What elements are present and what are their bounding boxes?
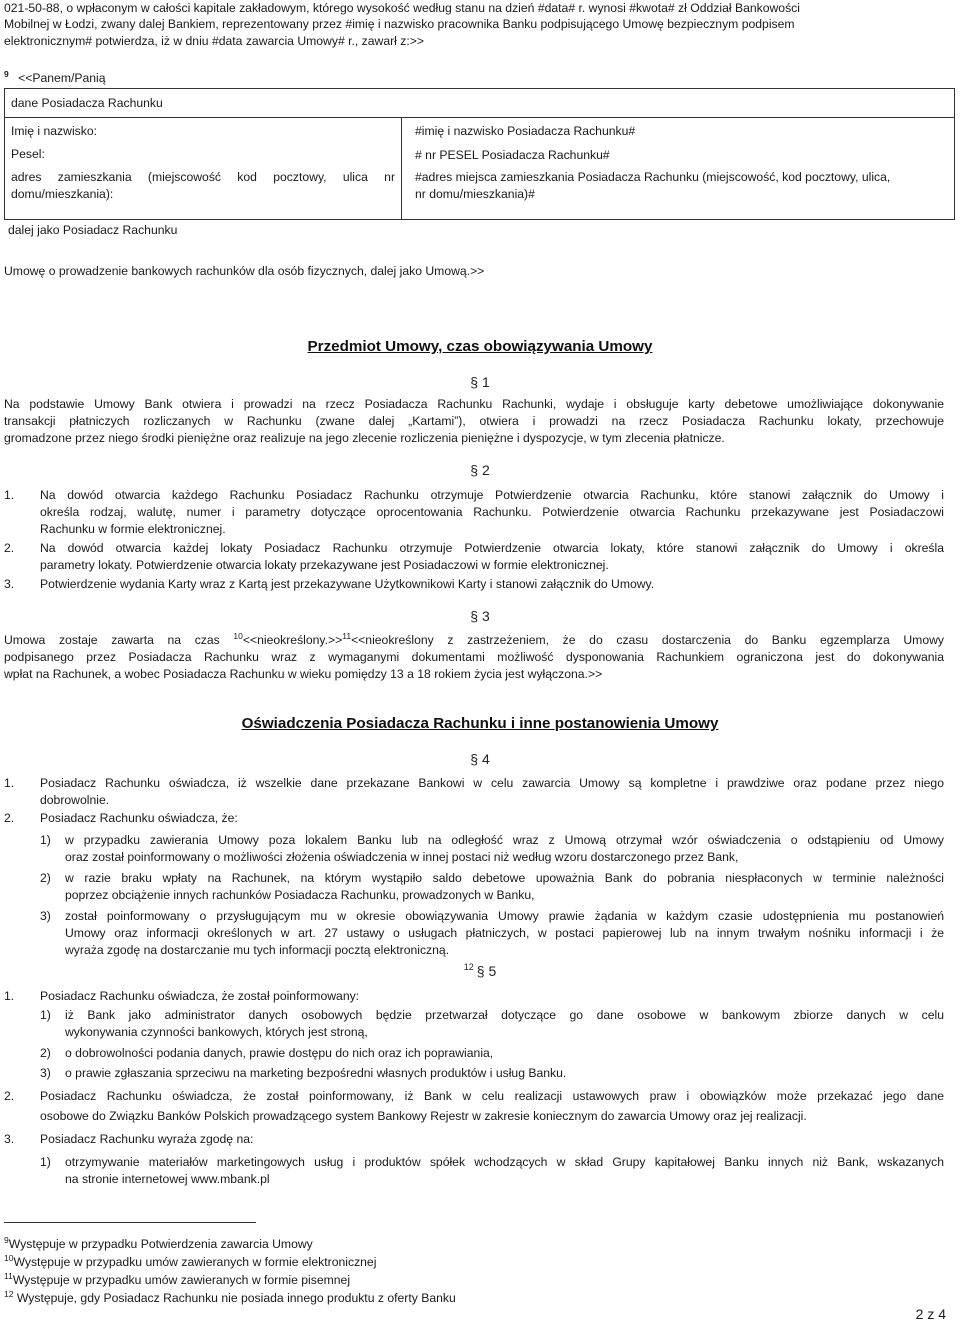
s2-item-2	[4, 540, 944, 574]
value-address-2: nr domu/mieszkania)#	[415, 187, 535, 201]
s2-item-1-num: 1.	[4, 488, 15, 502]
value-address-1: #adres miejsca zamieszkania Posiadacza Rachunku (miejscowość, kod pocztowy, ulica,	[415, 170, 891, 184]
s5-sub-last-l2: na stronie internetowej www.mbank.pl	[65, 1172, 270, 1186]
s4-sub-2-l1: w razie braku wpłaty na Rachunek, na którym wystąpiło saldo debetowe upoważnia Bank do pobrania niespłaconych w terminie należności	[65, 871, 944, 885]
footnote-separator	[4, 1222, 256, 1223]
s5-sub-2-l1: o dobrowolności podania danych, prawie dostępu do nich oraz ich poprawiania,	[65, 1046, 494, 1060]
s3-line-1a: Umowa zostaje zawarta na czas	[4, 633, 234, 647]
intro-line-3: elektronicznym# potwierdza, iż w dniu #data zawarcia Umowy# r., zawarł z:>>	[4, 34, 424, 48]
s5-sub-3-l1: o prawie zgłaszania sprzeciwu na marketing bezpośredni własnych produktów i usług Banku.	[65, 1066, 567, 1080]
footnote-11-text: Występuje w przypadku umów zawieranych w formie pisemnej	[12, 1273, 351, 1287]
s4-item-1	[4, 775, 944, 809]
section-5-mark	[0, 963, 960, 980]
s4-item-2	[4, 810, 944, 827]
s2-item-2-l2: parametry lokaty. Potwierdzenie otwarcia lokaty przekazywane jest Posiadaczowi w formie elektronicznej.	[40, 558, 609, 572]
s2-item-1-l2: określa rodzaj, walutę, numer i parametry dotyczące oprocentowania Rachunku. Potwierdzenie otwarcia Rachunku przekazywane jest Posiadaczowi	[40, 505, 944, 519]
label-name: Imię i nazwisko:	[11, 124, 98, 138]
footnote-12	[4, 1290, 456, 1307]
s2-item-2-num: 2.	[4, 541, 15, 555]
s5-sub-2-num: 2)	[40, 1046, 51, 1060]
s5-sub-last-l1: otrzymywanie materiałów marketingowych usług i produktów spółek wchodzących w skład Grupy kapitałowej Banku innych niż Bank, wskazanych	[65, 1155, 944, 1169]
s2-item-1-l3: Rachunku w formie elektronicznej.	[40, 522, 226, 536]
s5-item-1-l1: Posiadacz Rachunku oświadcza, że został poinformowany:	[40, 989, 360, 1003]
party-title: <<Panem/Panią	[18, 71, 106, 85]
footnote-10-mark: 10	[4, 1252, 14, 1263]
s5-item-3	[4, 1131, 944, 1148]
s4-sub-3-l1: został poinformowany o przysługującym mu w okresie obowiązywania Umowy prawie żądania w każdym czasie udostępnienia mu postanowień	[65, 909, 944, 923]
s5-sub-1-l2: wykonywania czynności bankowych, których jest stroną,	[65, 1025, 368, 1039]
umowa-line: Umowę o prowadzenie bankowych rachunków dla osób fizycznych, dalej jako Umową.>>	[4, 264, 485, 278]
footnote-11-mark: 11	[4, 1270, 13, 1281]
section-2-mark: § 2	[470, 462, 490, 478]
footnote-12-text: Występuje, gdy Posiadacz Rachunku nie posiada innego produktu z oferty Banku	[13, 1291, 456, 1305]
s4-sub-2-num: 2)	[40, 871, 51, 885]
s4-sub-3-num: 3)	[40, 909, 51, 923]
s4-sub-1-l2: oraz został poinformowany o możliwości złożenia oświadczenia w innej postaci niż według wzoru dostarczonego przez Bank,	[65, 850, 739, 864]
s5-sub-last	[40, 1154, 944, 1188]
account-holder-table	[4, 88, 955, 220]
intro-line-2: Mobilnej w Łodzi, zwany dalej Bankiem, reprezentowany przez #imię i nazwisko pracownika Banku podpisującego Umowę bezpiecznym podpisem	[4, 17, 795, 31]
s3-line-2: podpisanego przez Posiadacza Rachunku wraz z wymaganymi dokumentami możliwość dysponowania Rachunkiem ograniczona jest do dokonywania	[4, 650, 944, 664]
section-5-label: § 5	[476, 963, 497, 979]
s5-sub-last-num: 1)	[40, 1155, 51, 1169]
s4-sub-1	[40, 832, 944, 866]
s4-sub-1-l1: w przypadku zawierania Umowy poza lokalem Banku lub na odległość wraz z Umową otrzymał wzór oświadczenia o odstąpieniu od Umowy	[65, 833, 944, 847]
s3-line-1b: <<nieokreślony.>>	[242, 633, 343, 647]
s3-line-1c: <<nieokreślony z zastrzeżeniem, że do czasu dostarczenia do Banku egzemplarza Umowy	[351, 633, 944, 647]
s4-sub-2-l2: poprzez obciążenie innych rachunków Posiadacza Rachunku, prowadzonych w Banku,	[65, 888, 535, 902]
s1-line-3: gromadzone przez niego środki pieniężne oraz realizuje na jego zlecenie rozliczenia pieniężne i dyspozycje, w tym zlecenia płatnicze.	[4, 431, 725, 445]
s2-item-3-l1: Potwierdzenie wydania Karty wraz z Kartą jest przekazywane Użytkownikowi Karty i stanowi załącznik do Umowy.	[40, 577, 655, 591]
s4-sub-2	[40, 870, 944, 904]
s5-sub-2	[40, 1045, 944, 1062]
s5-sub-1-num: 1)	[40, 1008, 51, 1022]
s5-item-2-l1: Posiadacz Rachunku oświadcza, że został poinformowany, iż Bank w celu realizacji ustawowych praw i obowiązków może przekazać jego dane	[40, 1089, 944, 1103]
s4-sub-3-l2: Umowy oraz informacji określonych w art. 27 ustawy o usługach płatniczych, w postaci papierowej lub na innym trwałym nośniku informacji i że	[65, 926, 944, 940]
footnote-ref-10: 10	[233, 630, 243, 641]
s4-sub-3	[40, 908, 944, 959]
value-pesel: # nr PESEL Posiadacza Rachunku#	[415, 148, 610, 162]
footnote-11	[4, 1272, 350, 1289]
s4-item-1-num: 1.	[4, 776, 15, 790]
s2-item-1-l1: Na dowód otwarcia każdego Rachunku Posiadacz Rachunku otrzymuje Potwierdzenie otwarcia Rachunku, które stanowi załącznik do Umowy i	[40, 488, 944, 502]
footnote-12-mark: 12	[4, 1288, 14, 1299]
section-1-mark: § 1	[470, 374, 490, 390]
s2-item-1	[4, 487, 944, 538]
s5-item-2	[4, 1088, 944, 1122]
s4-item-1-l2: dobrowolnie.	[40, 793, 110, 807]
heading-subject: Przedmiot Umowy, czas obowiązywania Umowy	[307, 338, 653, 355]
s3-line-1	[4, 632, 944, 649]
s4-item-2-l1: Posiadacz Rachunku oświadcza, że:	[40, 811, 238, 825]
footnote-10-text: Występuje w przypadku umów zawieranych w formie elektronicznej	[13, 1255, 377, 1269]
s2-item-2-l1: Na dowód otwarcia każdej lokaty Posiadacz Rachunku otrzymuje Potwierdzenie otwarcia lokaty, które stanowi załącznik do Umowy i określa	[40, 541, 944, 555]
footnote-ref-11: 11	[342, 630, 352, 641]
s5-item-3-l1: Posiadacz Rachunku wyraża zgodę na:	[40, 1132, 254, 1146]
s5-sub-3	[40, 1065, 944, 1082]
s5-item-2-num: 2.	[4, 1089, 15, 1103]
footnote-9-mark: 9	[4, 1234, 9, 1245]
s5-sub-1	[40, 1007, 944, 1041]
table-header-label: dane Posiadacza Rachunku	[11, 96, 163, 110]
s4-item-1-l1: Posiadacz Rachunku oświadcza, iż wszelkie dane przekazane Bankowi w celu zawarcia Umowy są kompletne i prawdziwe oraz podane przez niego	[40, 776, 944, 790]
table-header	[5, 89, 954, 118]
section-3-mark: § 3	[470, 608, 490, 624]
label-address-2: domu/mieszkania):	[11, 187, 114, 201]
s5-item-1-num: 1.	[4, 989, 15, 1003]
footnote-9	[4, 1236, 313, 1253]
s4-item-2-num: 2.	[4, 811, 15, 825]
party-after: dalej jako Posiadacz Rachunku	[8, 223, 178, 237]
s5-item-2-l2: osobowe do Związku Banków Polskich prowadzącego system Bankowy Rejestr w zakresie koniecznym do zawarcia Umowy oraz jej realizacji.	[40, 1109, 807, 1123]
s3-line-3: wpłat na Rachunek, a wobec Posiadacza Rachunku w wieku pomiędzy 13 a 18 rokiem życia jest wyłączona.>>	[4, 667, 603, 681]
s5-item-1	[4, 988, 944, 1005]
party-label	[4, 70, 944, 87]
footnote-ref-12: 12	[463, 962, 474, 973]
s1-line-2: transakcji płatniczych rozliczanych w Rachunku (zwane dalej „Kartami”), otwiera i prowadzi na rzecz Posiadacza Rachunku lokaty, przechowuje	[4, 414, 944, 428]
heading-statements: Oświadczenia Posiadacza Rachunku i inne postanowienia Umowy	[241, 715, 719, 732]
s5-sub-1-l1: iż Bank jako administrator danych osobowych będzie przetwarzał dotyczące go dane osobowe w bankowym zbiorze danych w celu	[65, 1008, 944, 1022]
s5-item-3-num: 3.	[4, 1132, 15, 1146]
intro-line-1: 021-50-88, o wpłaconym w całości kapitale zakładowym, którego wysokość według stanu na dzień #data# r. wynosi #kwota# zł Oddział Bankowości	[4, 1, 800, 15]
footnote-9-text: Występuje w przypadku Potwierdzenia zawarcia Umowy	[8, 1237, 313, 1251]
s4-sub-1-num: 1)	[40, 833, 51, 847]
section-4-mark: § 4	[470, 751, 490, 767]
footnote-10	[4, 1254, 376, 1271]
label-address-1: adres zamieszkania (miejscowość kod pocztowy, ulica nr	[11, 170, 395, 184]
s5-sub-3-num: 3)	[40, 1066, 51, 1080]
label-pesel: Pesel:	[11, 147, 45, 161]
s2-item-3	[4, 576, 944, 593]
s2-item-3-num: 3.	[4, 577, 15, 591]
value-name: #imię i nazwisko Posiadacza Rachunku#	[415, 124, 636, 138]
page-number: 2 z 4	[915, 1306, 946, 1322]
footnote-ref-9: 9	[4, 68, 9, 79]
s4-sub-3-l3: wyraża zgodę na dostarczanie mu tych informacji pocztą elektroniczną.	[65, 943, 450, 957]
s1-line-1: Na podstawie Umowy Bank otwiera i prowadzi na rzecz Posiadacza Rachunku Rachunki, wydaje i obsługuje karty debetowe umożliwiające dokonywanie	[4, 397, 944, 411]
